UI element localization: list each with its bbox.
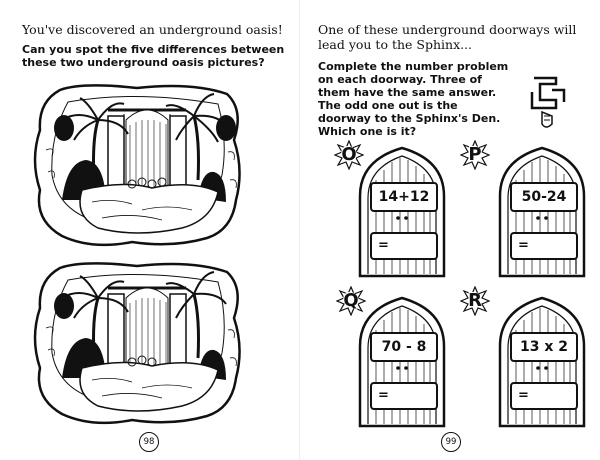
- maze-doodle-icon: [522, 72, 582, 134]
- door-problem-q: 70 - 8: [370, 332, 438, 362]
- door-equals-o: =: [378, 238, 389, 253]
- door-answer-box-p[interactable]: [510, 232, 578, 260]
- door-answer-box-o[interactable]: [370, 232, 438, 260]
- doorway-r[interactable]: [496, 296, 588, 428]
- right-page: [300, 0, 600, 460]
- door-letter-r: R: [468, 290, 482, 311]
- door-problem-r: 13 x 2: [510, 332, 578, 362]
- door-answer-box-r[interactable]: [510, 382, 578, 410]
- doorway-p[interactable]: [496, 146, 588, 278]
- page-number-right: 99: [441, 432, 461, 452]
- oasis-picture-top: [22, 80, 252, 250]
- door-letter-o: O: [341, 144, 357, 165]
- door-problem-p: 50-24: [510, 182, 578, 212]
- right-prompt-text: Complete the number problem on each doorway. Three of them have the same answer. The odd one out is the doorway to the Sphinx's Den. Which one is it?: [318, 60, 509, 138]
- right-intro-text: One of these underground doorways will lead you to the Sphinx...: [318, 22, 577, 52]
- door-problem-o: 14+12: [370, 182, 438, 212]
- door-letter-p: P: [468, 144, 482, 165]
- left-prompt-text: Can you spot the five differences between these two underground oasis pictures?: [22, 43, 285, 69]
- door-equals-q: =: [378, 388, 389, 403]
- page-number-left: 98: [139, 432, 159, 452]
- door-letter-q: Q: [343, 290, 359, 311]
- doorway-o[interactable]: [356, 146, 448, 278]
- left-intro-text: You've discovered an underground oasis!: [22, 22, 283, 37]
- door-answer-box-q[interactable]: [370, 382, 438, 410]
- door-equals-r: =: [518, 388, 529, 403]
- doorway-q[interactable]: [356, 296, 448, 428]
- door-equals-p: =: [518, 238, 529, 253]
- oasis-picture-bottom: [22, 258, 252, 428]
